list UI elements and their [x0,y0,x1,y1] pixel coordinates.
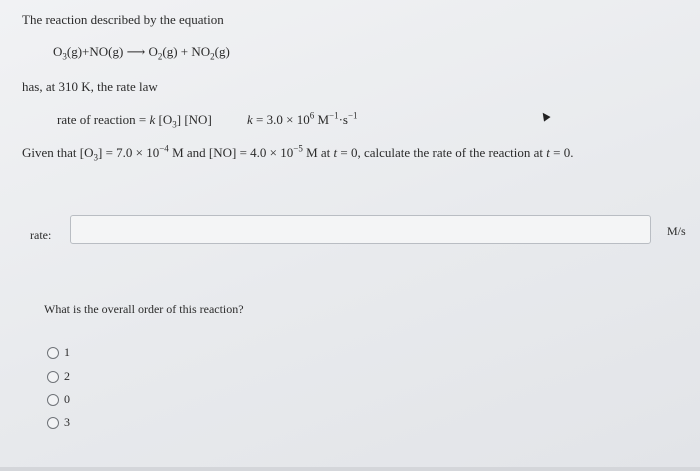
order-option-1[interactable] [47,345,70,360]
order-option-label: 3 [64,415,70,429]
rate-answer-input[interactable] [70,215,651,244]
radio-button[interactable] [47,371,59,383]
reaction-equation: $O_3(g)+NO(g)$ ⟶ $O_2(g) + NO_2(g)$ [53,44,230,62]
order-option-2[interactable] [47,369,70,384]
radio-button[interactable] [47,394,59,406]
rate-law: rate of reaction = k $[O_3]$ [NO] [57,112,212,130]
intro-text: The reaction described by the equation [22,12,224,27]
has-text: has, at 310 K, the rate law [22,79,158,94]
order-option-3[interactable] [47,415,70,430]
order-question-text: What is the overall order of this reaction? [44,302,244,316]
order-option-label: 2 [64,369,70,383]
order-option-label: 0 [64,392,70,406]
rate-label: rate: [30,228,52,242]
page-bottom-edge [0,467,700,471]
radio-button[interactable] [47,417,59,429]
rate-constant: $k = 3.0 \times 10^6$ $M^{-1}\cdot s^{-1}$ [247,110,358,127]
given-text: Given that $[O_3] = 7.0 \times 10^{-4}$ M and $[NO] = 4.0 \times 10^{-5}$ M at t = 0, calculate the rate of the reaction at t = 0. [22,143,574,163]
rate-unit: M/s [667,224,686,238]
radio-button[interactable] [47,347,59,359]
order-option-0[interactable] [47,392,70,407]
mouse-cursor-icon [539,110,550,121]
order-option-label: 1 [64,345,70,359]
reaction-arrow: ⟶ [126,44,146,59]
